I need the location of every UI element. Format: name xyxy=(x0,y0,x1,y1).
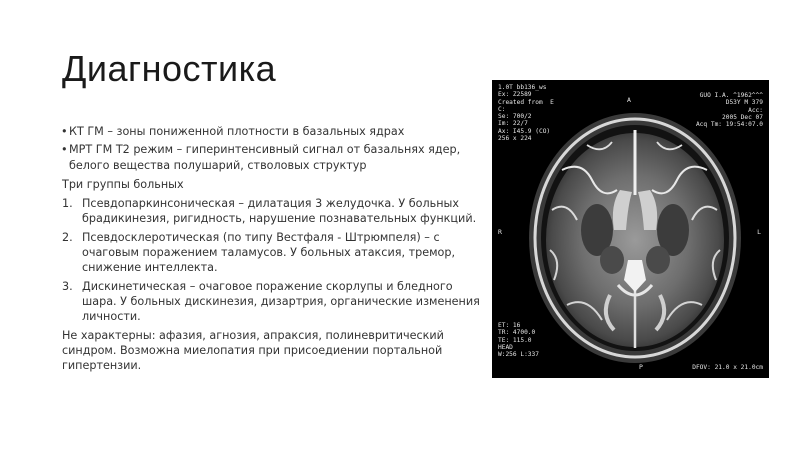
group-item xyxy=(62,279,490,325)
bullet-dot: • xyxy=(61,125,68,138)
group-item xyxy=(62,196,490,227)
orientation-marker-left: L xyxy=(757,228,761,236)
bullet-text: КТ ГМ – зоны пониженной плотности в базальных ядрах xyxy=(69,125,405,138)
mri-scan-image xyxy=(492,80,769,378)
mri-info-top-right: GUO I.A. ^1962^^^ D53Y M 379 Acc: 2005 Dec 07 Acq Tm: 19:54:07.0 xyxy=(695,92,763,129)
group-number: 3. xyxy=(62,279,73,293)
mri-info-bottom-right: DFOV: 21.0 x 21.0cm xyxy=(692,364,763,371)
group-number: 1. xyxy=(62,197,73,211)
orientation-marker-right: R xyxy=(498,228,502,236)
group-text: Псевдопаркинсоническая – дилатация 3 желудочка. У больных брадикинезия, ригидность, нарушение познавательных функций. xyxy=(82,197,477,226)
orientation-marker-posterior: P xyxy=(639,363,643,371)
mri-info-bottom-left: ET: 16 TR: 4700.0 TE: 115.0 HEAD W:256 L:337 xyxy=(498,322,539,359)
bullet-item xyxy=(62,142,490,173)
bullet-text: МРТ ГМ Т2 режим – гиперинтенсивный сигнал от базальнях ядер, белого вещества полушарий, стволовых структур xyxy=(69,143,461,172)
group-number: 2. xyxy=(62,230,73,244)
group-item xyxy=(62,230,490,276)
groups-list xyxy=(62,196,490,324)
group-text: Дискинетическая – очаговое поражение скорлупы и бледного шара. У больных дискинезия, дизартрия, органические изменения личности. xyxy=(82,279,480,324)
footer-note: Не характерны: афазия, агнозия, апраксия, полиневритический синдром. Возможна миелопатия при присоедиении портальной гипертензии. xyxy=(62,328,444,373)
groups-heading: Три группы больных xyxy=(62,177,184,191)
slide-title: Диагностика xyxy=(62,48,277,89)
bullet-dot: • xyxy=(61,143,68,157)
content-area xyxy=(62,124,490,373)
orientation-marker-anterior: A xyxy=(627,96,631,104)
group-text: Псевдосклеротическая (по типу Вестфаля - Штрюмпеля) – с очаговым поражением таламусов. У больных атаксия, тремор, снижение интеллекта. xyxy=(82,230,456,275)
bullet-item xyxy=(62,124,490,139)
mri-info-top-left: 1.0T bb136_ws Ex: Z2589 Created from E C: Se: 700/2 Im: 22/7 Ax: I45.9 (CO) 256 x 224 xyxy=(498,84,554,143)
